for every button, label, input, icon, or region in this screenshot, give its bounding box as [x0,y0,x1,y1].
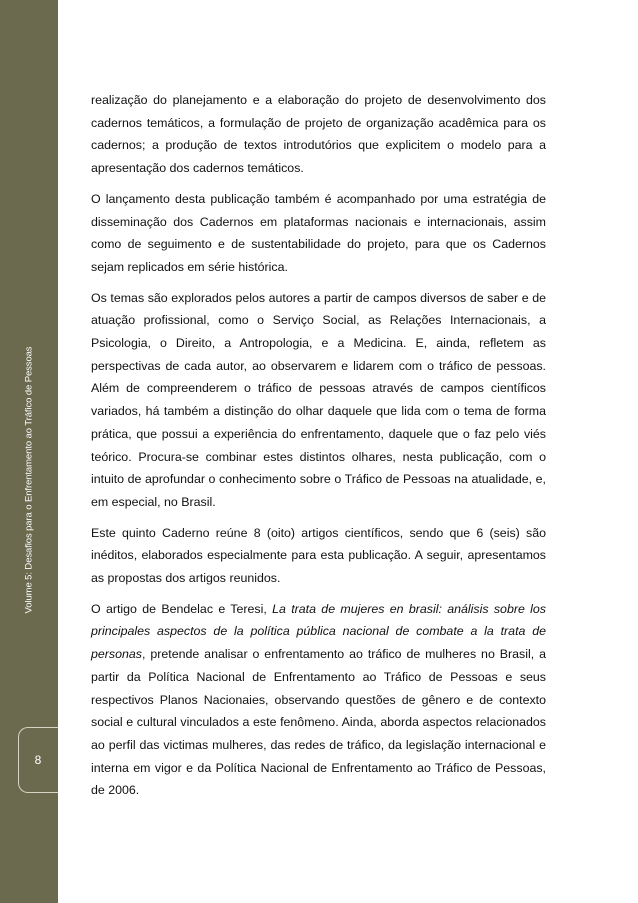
paragraph-3: Os temas são explorados pelos autores a partir de campos diversos de saber e de atuação profissional, como o Serviço Social, as Relações Internacionais, a Psicologia, o Direito, a Antropologia, e a Medicina. E, ainda, refletem as perspectivas de cada autor, ao observarem e lidarem com o tráfico de pessoas. Além de compreenderem o tráfico de pessoas através de campos científicos variados, há também a distinção do olhar daquele que lida com o tema de forma prática, que possui a experiência do enfrentamento, daquele que o faz pelo viés teórico. Procura-se combinar estes distintos olhares, nesta publicação, com o intuito de aprofundar o conhecimento sobre o Tráfico de Pessoas na atualidade, e, em especial, no Brasil. [91,290,546,509]
running-title: Volume 5: Desafios para o Enfrentamento ao Tráfico de Pessoas [23,346,35,614]
paragraph-4: Este quinto Caderno reúne 8 (oito) artigos científicos, sendo que 6 (seis) são inéditos, elaborados especialmente para esta publicação. A seguir, apresentamos as propostas dos artigos reunidos. [91,525,546,586]
article-title: La trata de mujeres en brasil: análisis sobre los principales aspectos de la política pública nacional de combate a la trata de personas [91,601,546,662]
paragraph-5-intro: O artigo de Bendelac e Teresi, [91,601,273,616]
paragraph-2: O lançamento desta publicação também é acompanhado por uma estratégia de disseminação dos Cadernos em plataformas nacionais e internacionais, assim como de seguimento e de sustentabilidade do projeto, para que os Cadernos sejam replicados em série histórica. [91,191,546,274]
paragraph-5 [91,598,546,802]
paragraph-1: realização do planejamento e a elaboração do projeto de desenvolvimento dos cadernos temáticos, a formulação de projeto de organização acadêmica para os cadernos; a produção de textos introdutórios que explicitem o modelo para a apresentação dos cadernos temáticos. [91,93,546,176]
body-text [91,89,546,810]
page-number: 8 [34,753,42,767]
paragraph-5-rest: , pretende analisar o enfrentamento ao tráfico de mulheres no Brasil, a partir da Política Nacional de Enfrentamento ao Tráfico de Pessoas e seus respectivos Planos Nacionaies, observando questões de gênero e de contexto social e cultural vinculados a este fenômeno. Ainda, aborda aspectos relacionados ao perfil das victimas mulheres, das redes de tráfico, da legislação internacional e interna em vigor e da Política Nacional de Enfrentamento ao Tráfico de Pessoas, de 2006. [91,647,546,798]
